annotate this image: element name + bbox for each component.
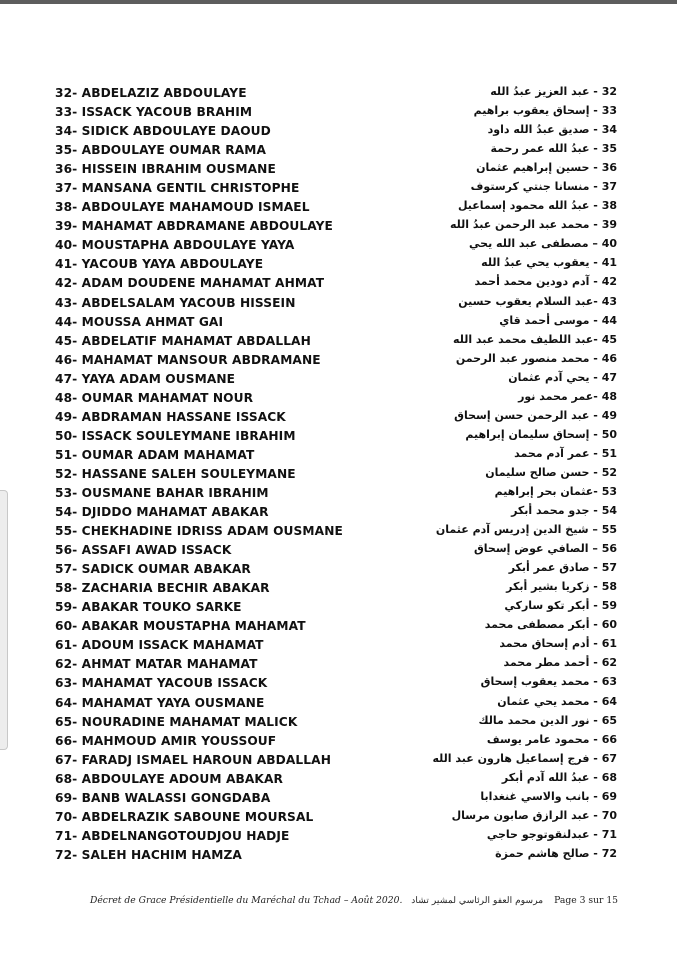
arabic-name: 72 - صالح هاشم حمزة [495, 846, 617, 860]
latin-name: 58- ZACHARIA BECHIR ABAKAR [55, 581, 270, 596]
arabic-name: 53 -عثمان بحر إبراهيم [494, 484, 617, 498]
arabic-name: 59 - أبكر تكو ساركي [504, 599, 617, 613]
list-item [0, 427, 677, 446]
arabic-name: 68 - عبدُ الله آدم أبكر [501, 770, 617, 784]
latin-name: 35- ABDOULAYE OUMAR RAMA [55, 143, 267, 158]
list-item [0, 636, 677, 655]
latin-name: 63- MAHAMAT YACOUB ISSACK [55, 676, 268, 691]
latin-name: 49- ABDRAMAN HASSANE ISSACK [55, 409, 286, 424]
arabic-name: 57 - صادق عمر أبكر [508, 561, 617, 575]
latin-name: 37- MANSANA GENTIL CHRISTOPHE [55, 181, 300, 196]
latin-name: 50- ISSACK SOULEYMANE IBRAHIM [55, 428, 296, 443]
arabic-name: 69 - بانب والاسي غنغدابا [480, 789, 617, 803]
arabic-name: 65 - نور الدين محمد مالك [478, 713, 617, 727]
arabic-name: 46 - محمد منصور عبد الرحمن [455, 351, 617, 365]
arabic-name: 33 - إسحاق يعقوب براهيم [473, 104, 617, 118]
arabic-name: 45 -عبد اللطيف محمد عبد الله [453, 332, 617, 346]
arabic-name: 32 - عبد العزيز عبدُ الله [490, 85, 617, 98]
list-item [0, 122, 677, 141]
arabic-name: 70 - عبد الرازق صابون مرسال [451, 808, 617, 822]
latin-name: 53- OUSMANE BAHAR IBRAHIM [55, 485, 269, 500]
list-item [0, 332, 677, 351]
top-bar [0, 0, 677, 4]
latin-name: 47- YAYA ADAM OUSMANE [55, 371, 236, 386]
arabic-name: 36 - حسين إبراهيم عثمان [476, 161, 617, 175]
arabic-name: 49 - عبد الرحمن حسن إسحاق [454, 408, 617, 422]
latin-name: 61- ADOUM ISSACK MAHAMAT [55, 638, 264, 653]
latin-name: 56- ASSAFI AWAD ISSACK [55, 543, 232, 558]
arabic-name: 55 – شيخ الدين إدريس آدم عثمان [435, 523, 617, 537]
latin-name: 71- ABDELNANGOTOUDJOU HADJE [55, 828, 290, 843]
arabic-name: 41 - يعقوب يحي عبدُ الله [481, 256, 617, 270]
list-item [0, 179, 677, 198]
arabic-name: 66 - محمود عامر يوسف [486, 732, 617, 746]
arabic-name: 39 - محمد عبد الرحمن عبدُ الله [449, 218, 617, 232]
arabic-name: 61 - أدم إسحاق محمد [499, 637, 617, 651]
arabic-name: 42 - آدم دودين محمد أحمد [474, 275, 617, 289]
page-footer [90, 895, 630, 906]
list-item [0, 408, 677, 427]
arabic-name: 38 - عبدُ الله محمود إسماعيل [457, 199, 617, 213]
list-item [0, 713, 677, 732]
latin-name: 69- BANB WALASSI GONGDABA [55, 790, 271, 805]
list-item [0, 770, 677, 789]
list-item [0, 370, 677, 389]
list-item [0, 484, 677, 503]
list-item [0, 503, 677, 522]
latin-name: 45- ABDELATIF MAHAMAT ABDALLAH [55, 333, 311, 348]
name-list [0, 84, 677, 865]
latin-name: 64- MAHAMAT YAYA OUSMANE [55, 695, 265, 710]
latin-name: 41- YACOUB YAYA ABDOULAYE [55, 257, 264, 272]
arabic-name: 51 - عمر آدم محمد [514, 446, 617, 460]
latin-name: 36- HISSEIN IBRAHIM OUSMANE [55, 162, 276, 177]
list-item [0, 598, 677, 617]
latin-name: 59- ABAKAR TOUKO SARKE [55, 600, 242, 615]
latin-name: 66- MAHMOUD AMIR YOUSSOUF [55, 733, 277, 748]
latin-name: 44- MOUSSA AHMAT GAI [55, 314, 224, 329]
list-item [0, 522, 677, 541]
list-item [0, 313, 677, 332]
list-item [0, 141, 677, 160]
latin-name: 62- AHMAT MATAR MAHAMAT [55, 657, 258, 672]
arabic-name: 50 - إسحاق سليمان إبراهيم [465, 427, 617, 441]
list-item [0, 674, 677, 693]
arabic-name: 34 - صديق عبدُ الله داود [487, 123, 617, 137]
arabic-name: 63 - محمد يعقوب إسحاق [480, 675, 617, 689]
list-item [0, 274, 677, 293]
list-item [0, 751, 677, 770]
latin-name: 40- MOUSTAPHA ABDOULAYE YAYA [55, 238, 295, 253]
list-item [0, 579, 677, 598]
arabic-name: 47 - يحي آدم عثمان [508, 370, 617, 384]
arabic-name: 64 - محمد يحي عثمان [497, 694, 617, 708]
page-number: Page 3 sur 15 [554, 895, 619, 906]
arabic-name: 67 - فرج إسماعيل هارون عبد الله [432, 751, 617, 765]
arabic-name: 48 -عمر محمد نور [518, 389, 617, 403]
latin-name: 72- SALEH HACHIM HAMZA [55, 847, 242, 862]
arabic-name: 58 - زكريا بشير أبكر [506, 580, 617, 594]
arabic-name: 56 – الصافي عوض إسحاق [473, 542, 617, 556]
list-item [0, 160, 677, 179]
latin-name: 70- ABDELRAZIK SABOUNE MOURSAL [55, 809, 314, 824]
latin-name: 42- ADAM DOUDENE MAHAMAT AHMAT [55, 276, 325, 291]
list-item [0, 294, 677, 313]
list-item [0, 217, 677, 236]
arabic-name: 62 - أحمد مطر محمد [503, 656, 617, 670]
latin-name: 48- OUMAR MAHAMAT NOUR [55, 390, 254, 405]
list-item [0, 84, 677, 103]
list-item [0, 236, 677, 255]
list-item [0, 732, 677, 751]
list-item [0, 103, 677, 122]
arabic-name: 54 - جدو محمد أبكر [511, 504, 617, 518]
arabic-name: 40 – مصطفى عبد الله يحي [469, 237, 617, 251]
list-item [0, 198, 677, 217]
latin-name: 43- ABDELSALAM YACOUB HISSEIN [55, 295, 296, 310]
list-item [0, 808, 677, 827]
list-item [0, 541, 677, 560]
footer-french-title: Décret de Grace Présidentielle du Maréchal du Tchad – Août 2020. [90, 895, 403, 906]
latin-name: 52- HASSANE SALEH SOULEYMANE [55, 466, 296, 481]
list-item [0, 465, 677, 484]
list-item [0, 655, 677, 674]
list-item [0, 694, 677, 713]
arabic-name: 43 -عبد السلام يعقوب حسين [458, 294, 617, 308]
list-item [0, 389, 677, 408]
latin-name: 34- SIDICK ABDOULAYE DAOUD [55, 124, 271, 139]
list-item [0, 827, 677, 846]
arabic-name: 71 - عبدلنقوتوجو حاجي [486, 827, 617, 841]
arabic-name: 44 - موسى أحمد قاي [499, 313, 617, 327]
latin-name: 68- ABDOULAYE ADOUM ABAKAR [55, 771, 283, 786]
list-item [0, 789, 677, 808]
latin-name: 57- SADICK OUMAR ABAKAR [55, 562, 251, 577]
latin-name: 33- ISSACK YACOUB BRAHIM [55, 105, 253, 120]
list-item [0, 255, 677, 274]
footer-arabic-title: مرسوم العفو الرئاسي لمشير تشاد [411, 895, 544, 906]
list-item [0, 560, 677, 579]
list-item [0, 617, 677, 636]
latin-name: 65- NOURADINE MAHAMAT MALICK [55, 714, 298, 729]
arabic-name: 52 - حسن صالح سليمان [485, 465, 617, 479]
latin-name: 54- DJIDDO MAHAMAT ABAKAR [55, 505, 269, 520]
latin-name: 55- CHEKHADINE IDRISS ADAM OUSMANE [55, 524, 343, 539]
latin-name: 32- ABDELAZIZ ABDOULAYE [55, 86, 247, 100]
latin-name: 38- ABDOULAYE MAHAMOUD ISMAEL [55, 200, 310, 215]
latin-name: 67- FARADJ ISMAEL HAROUN ABDALLAH [55, 752, 331, 767]
latin-name: 39- MAHAMAT ABDRAMANE ABDOULAYE [55, 219, 333, 234]
list-item [0, 846, 677, 865]
list-item [0, 351, 677, 370]
latin-name: 60- ABAKAR MOUSTAPHA MAHAMAT [55, 619, 306, 634]
arabic-name: 60 - أبكر مصطفى محمد [484, 618, 617, 632]
latin-name: 46- MAHAMAT MANSOUR ABDRAMANE [55, 352, 321, 367]
latin-name: 51- OUMAR ADAM MAHAMAT [55, 447, 255, 462]
list-item [0, 446, 677, 465]
arabic-name: 37 - منسانا جنتي كرستوف [470, 180, 617, 194]
arabic-name: 35 - عبدُ الله عمر رحمة [490, 142, 617, 156]
